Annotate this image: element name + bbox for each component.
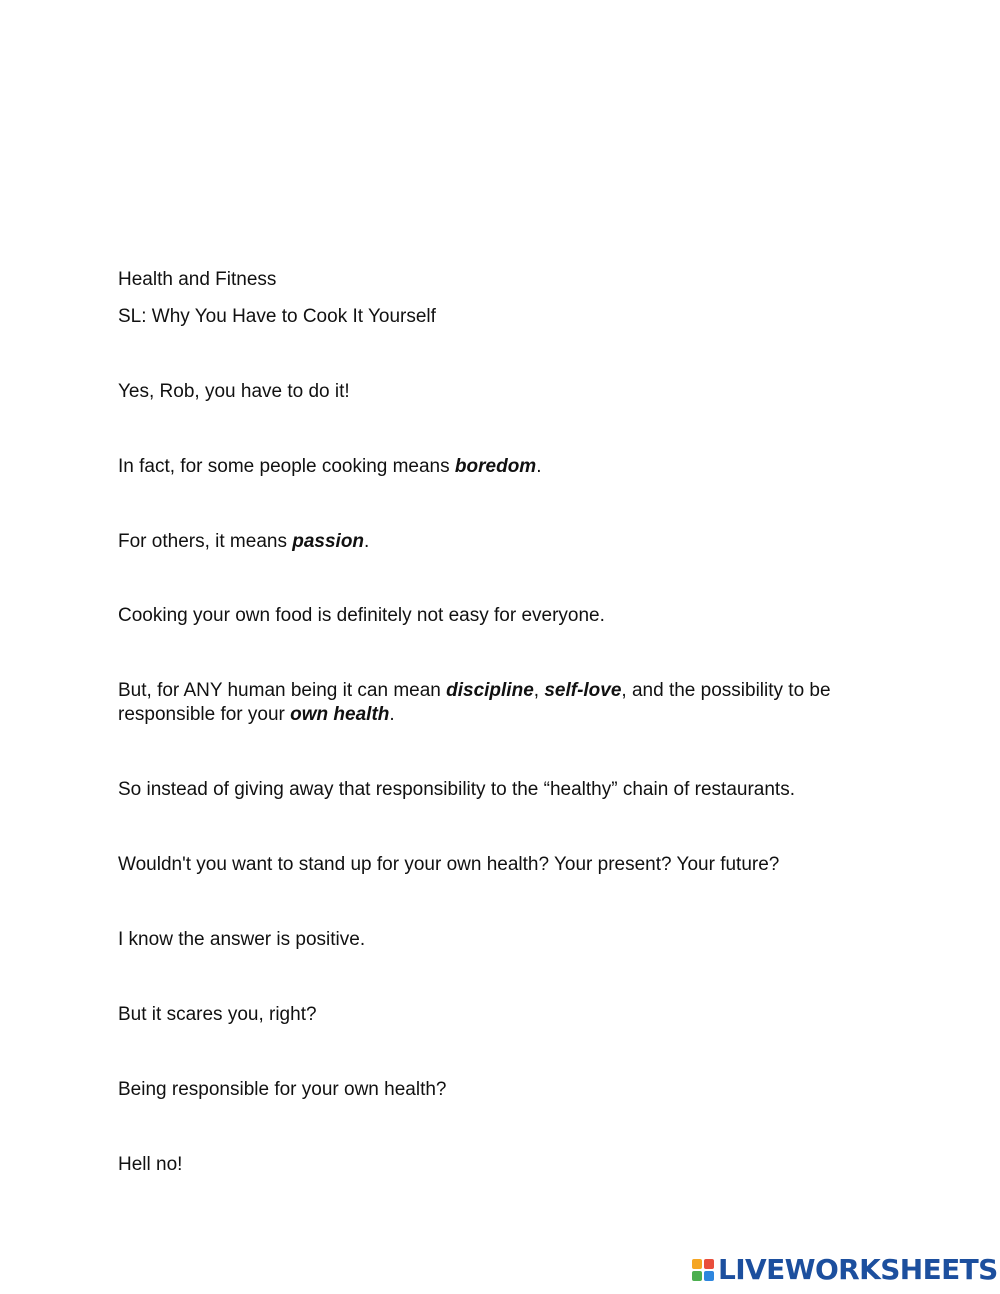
paragraph-9: But it scares you, right?: [118, 1004, 317, 1025]
liveworksheets-logo: [692, 1255, 998, 1285]
paragraph-5-text-3: , and the possibility to be responsible for your: [118, 680, 831, 725]
paragraph-3: [118, 530, 878, 554]
paragraph-2-text: In fact, for some people cooking means: [118, 456, 455, 477]
logo-square-1: [692, 1259, 702, 1269]
paragraph-5-text-2: ,: [533, 680, 545, 701]
document-title: Health and Fitness: [118, 269, 277, 290]
paragraph-11: Hell no!: [118, 1154, 183, 1175]
paragraph-1: Yes, Rob, you have to do it!: [118, 381, 350, 402]
liveworksheets-logo-icon: [692, 1259, 714, 1281]
paragraph-7: Wouldn't you want to stand up for your own health? Your present? Your future?: [118, 854, 780, 875]
paragraph-5-text-1: But, for ANY human being it can mean: [118, 680, 447, 701]
logo-square-3: [692, 1271, 702, 1281]
paragraph-2-end: .: [536, 456, 542, 477]
paragraph-6: So instead of giving away that responsibility to the “healthy” chain of restaurants.: [118, 779, 795, 800]
paragraph-5-emphasis-2: self-love: [544, 680, 622, 701]
paragraph-3-text: For others, it means: [118, 531, 293, 552]
paragraph-5-emphasis-1: discipline: [446, 680, 534, 701]
paragraph-4: Cooking your own food is definitely not easy for everyone.: [118, 605, 605, 626]
paragraph-3-end: .: [364, 531, 370, 552]
logo-square-4: [704, 1271, 714, 1281]
logo-square-2: [704, 1259, 714, 1269]
paragraph-5-text-4: .: [389, 704, 395, 725]
paragraph-8: I know the answer is positive.: [118, 929, 366, 950]
liveworksheets-logo-text: LIVEWORKSHEETS: [718, 1253, 998, 1286]
paragraph-2: [118, 455, 878, 479]
paragraph-5: [118, 679, 868, 727]
paragraph-10: Being responsible for your own health?: [118, 1079, 447, 1100]
document-subtitle: SL: Why You Have to Cook It Yourself: [118, 306, 436, 327]
paragraph-2-emphasis: boredom: [454, 456, 537, 477]
paragraph-3-emphasis: passion: [292, 531, 365, 552]
paragraph-5-emphasis-3: own health: [290, 704, 390, 725]
